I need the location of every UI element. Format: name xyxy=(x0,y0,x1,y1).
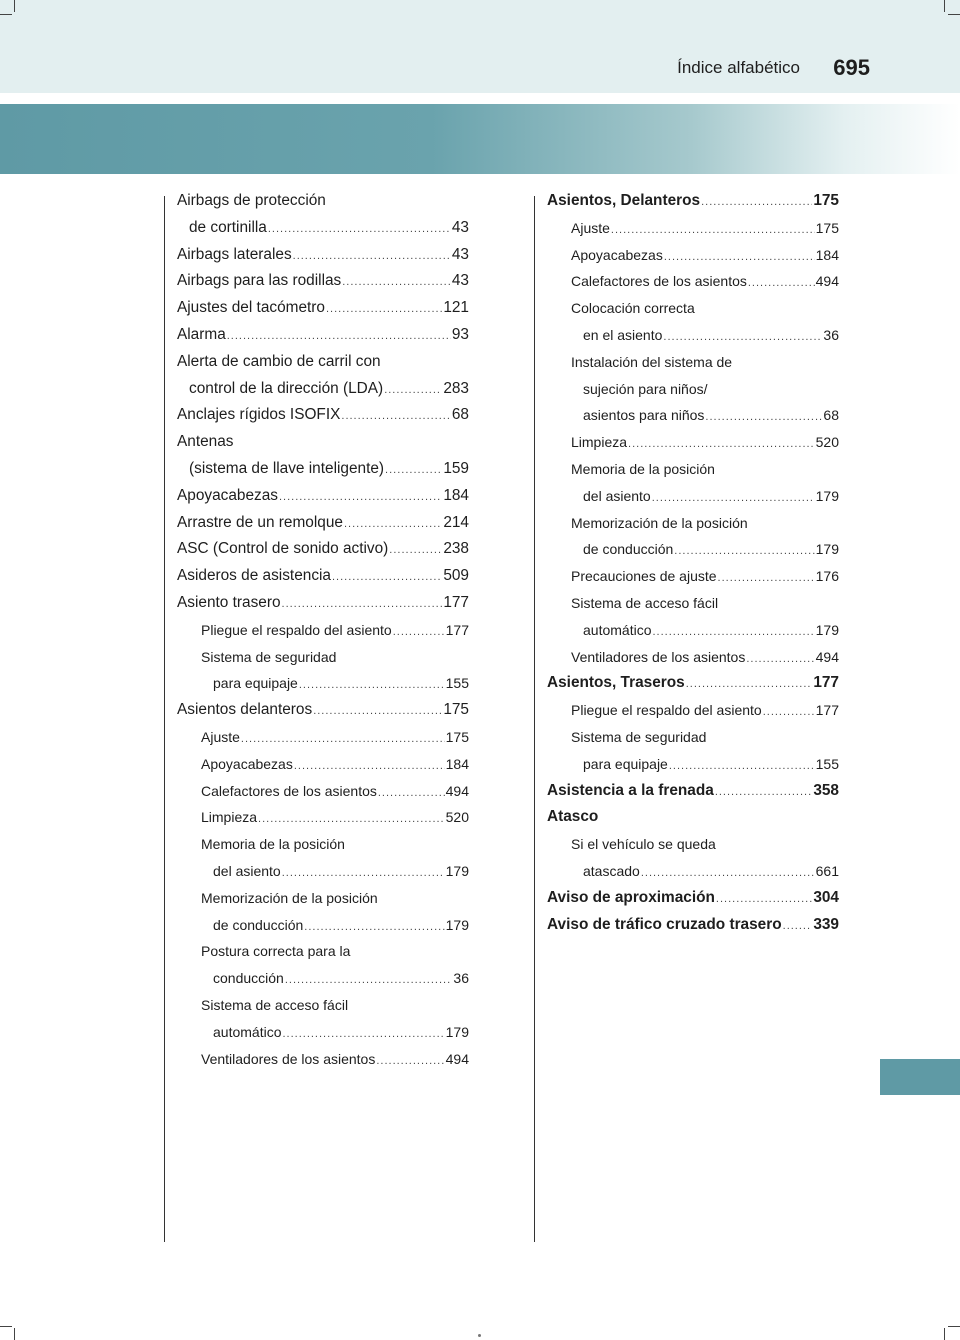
index-entry-page: 177 xyxy=(443,593,469,611)
index-entry xyxy=(177,992,469,1019)
dot-leader xyxy=(652,485,815,512)
index-entry-page: 36 xyxy=(453,970,469,987)
index-entry-text: para equipaje xyxy=(213,675,298,692)
index-entry xyxy=(177,456,469,483)
index-entry-page: 179 xyxy=(445,1023,469,1040)
dot-leader xyxy=(763,699,815,726)
index-entry xyxy=(177,1019,469,1046)
index-entry-text: Atasco xyxy=(547,808,599,826)
index-entry xyxy=(177,697,469,724)
index-entry-text: Asiento trasero xyxy=(177,593,281,611)
dot-leader xyxy=(705,404,822,431)
index-entry xyxy=(547,376,839,403)
index-entry xyxy=(177,724,469,751)
dot-leader xyxy=(611,217,815,244)
index-entry-page: 159 xyxy=(443,459,469,477)
dot-leader xyxy=(715,779,813,806)
dot-leader xyxy=(716,886,812,913)
index-entry xyxy=(177,778,469,805)
index-entry-page: 176 xyxy=(815,568,839,585)
crop-mark xyxy=(948,1326,960,1327)
dot-leader xyxy=(326,296,442,323)
crop-mark xyxy=(948,14,960,15)
dot-leader xyxy=(674,538,814,565)
index-entry-text: Sistema de acceso fácil xyxy=(201,996,349,1013)
dot-leader xyxy=(241,726,445,753)
index-entry-page: 43 xyxy=(451,272,469,290)
index-entry-text: Memorización de la posición xyxy=(571,514,748,531)
dot-leader xyxy=(783,913,813,940)
index-entry-text: Alerta de cambio de carril con xyxy=(177,352,381,370)
index-entry-page: 179 xyxy=(445,916,469,933)
page-number: 695 xyxy=(833,55,870,80)
index-entry xyxy=(177,510,469,537)
index-entry-text: Limpieza xyxy=(201,809,258,826)
index-entry-page: 661 xyxy=(815,862,839,879)
index-entry-text: Asideros de asistencia xyxy=(177,567,331,585)
dot-leader xyxy=(332,564,442,591)
index-entry-page: 184 xyxy=(445,755,469,772)
index-entry-page: 121 xyxy=(443,299,469,317)
index-entry xyxy=(177,751,469,778)
dot-leader xyxy=(384,377,442,404)
index-entry-text: Aviso de aproximación xyxy=(547,888,715,906)
dot-leader xyxy=(282,1021,444,1048)
index-entry xyxy=(547,724,839,751)
running-title: Índice alfabético xyxy=(677,58,800,77)
index-entry xyxy=(547,778,839,805)
index-entry xyxy=(547,215,839,242)
index-entry-text: conducción xyxy=(213,970,284,987)
index-entry-text: Calefactores de los asientos xyxy=(201,782,377,799)
dot-leader xyxy=(746,646,814,673)
index-entry-text: para equipaje xyxy=(583,755,668,772)
dot-leader xyxy=(313,698,442,725)
index-entry-page: 238 xyxy=(443,540,469,558)
index-entry-text: automático xyxy=(583,621,652,638)
crop-mark xyxy=(0,14,12,15)
dot-leader xyxy=(258,806,445,833)
index-entry xyxy=(177,885,469,912)
index-entry xyxy=(177,188,469,215)
index-entry-text: Ventiladores de los asientos xyxy=(571,648,746,665)
dot-leader xyxy=(376,1048,444,1075)
index-entry xyxy=(177,295,469,322)
index-entry-page: 184 xyxy=(815,246,839,263)
dot-leader xyxy=(282,591,443,618)
index-entry-page: 68 xyxy=(823,407,839,424)
index-entry xyxy=(547,697,839,724)
index-entry-text: de conducción xyxy=(583,541,674,558)
index-entry-text: Asientos delanteros xyxy=(177,701,313,719)
dot-leader xyxy=(663,324,822,351)
index-entry-text: atascado xyxy=(583,862,640,879)
index-entry xyxy=(547,670,839,697)
index-entry-page: 43 xyxy=(451,245,469,263)
dot-leader xyxy=(293,243,451,270)
dot-leader xyxy=(294,753,445,780)
index-entry xyxy=(177,804,469,831)
index-entry xyxy=(177,242,469,269)
dot-leader xyxy=(628,431,815,458)
index-entry-page: 179 xyxy=(445,862,469,879)
index-entry-text: Asistencia a la frenada xyxy=(547,781,714,799)
index-entry-page: 36 xyxy=(823,326,839,343)
index-entry xyxy=(547,188,839,215)
index-entry xyxy=(177,1046,469,1073)
index-entry-text: Antenas xyxy=(177,433,234,451)
dot-leader xyxy=(389,537,442,564)
index-entry xyxy=(177,268,469,295)
index-entry-text: Memoria de la posición xyxy=(201,836,345,853)
column-rule-left xyxy=(164,196,165,1242)
dot-leader xyxy=(669,753,815,780)
index-entry-text: Ajuste xyxy=(571,219,610,236)
index-entry xyxy=(177,483,469,510)
index-entry-text: Ajuste xyxy=(201,728,240,745)
index-entry-page: 175 xyxy=(815,219,839,236)
index-entry xyxy=(547,858,839,885)
column-rule-right xyxy=(534,196,535,1242)
index-entry xyxy=(547,402,839,429)
index-entry-page: 494 xyxy=(445,782,469,799)
dot-leader xyxy=(342,269,451,296)
index-entry-text: asientos para niños xyxy=(583,407,705,424)
index-entry-page: 179 xyxy=(815,487,839,504)
index-entry-text: Colocación correcta xyxy=(571,300,695,317)
index-entry-text: Calefactores de los asientos xyxy=(571,273,747,290)
index-entry-page: 494 xyxy=(445,1050,469,1067)
index-entry-page: 520 xyxy=(445,809,469,826)
index-entry-text: Ajustes del tacómetro xyxy=(177,299,325,317)
crop-mark xyxy=(0,1326,12,1327)
index-entry-text: Airbags de protección xyxy=(177,192,326,209)
index-entry-text: Sistema de seguridad xyxy=(571,728,707,745)
index-entry-text: Airbags para las rodillas xyxy=(177,272,342,290)
index-entry-page: 177 xyxy=(815,702,839,719)
index-entry-page: 177 xyxy=(813,674,839,692)
section-thumb-tab xyxy=(880,1059,960,1095)
index-entry xyxy=(547,751,839,778)
dot-leader xyxy=(285,967,453,994)
dot-leader xyxy=(686,671,813,698)
index-entry xyxy=(177,858,469,885)
index-entry-text: Limpieza xyxy=(571,434,628,451)
index-column-right xyxy=(547,188,839,938)
index-entry xyxy=(177,215,469,242)
index-entry-page: 214 xyxy=(443,513,469,531)
index-entry-text: Anclajes rígidos ISOFIX xyxy=(177,406,341,424)
index-entry-text: Aviso de tráfico cruzado trasero xyxy=(547,915,782,933)
crop-mark xyxy=(944,0,945,12)
index-entry xyxy=(547,322,839,349)
dot-leader xyxy=(664,244,815,271)
dot-leader xyxy=(718,565,815,592)
index-entry-page: 155 xyxy=(815,755,839,772)
index-entry-text: Asientos, Traseros xyxy=(547,674,685,692)
index-entry xyxy=(547,268,839,295)
index-entry-text: ASC (Control de sonido activo) xyxy=(177,540,389,558)
index-entry-text: Ventiladores de los asientos xyxy=(201,1050,376,1067)
index-entry xyxy=(547,644,839,671)
index-entry xyxy=(547,483,839,510)
index-entry xyxy=(547,831,839,858)
index-entry-text: automático xyxy=(213,1023,282,1040)
index-entry-text: Sistema de seguridad xyxy=(201,648,337,665)
index-entry-text: (sistema de llave inteligente) xyxy=(189,459,385,477)
index-entry-text: de conducción xyxy=(213,916,304,933)
index-entry-text: sujeción para niños/ xyxy=(583,380,708,397)
dot-leader xyxy=(341,403,450,430)
index-entry xyxy=(177,536,469,563)
index-entry xyxy=(547,563,839,590)
index-entry-text: Postura correcta para la xyxy=(201,943,351,960)
index-entry-page: 339 xyxy=(813,915,839,933)
index-entry-page: 184 xyxy=(443,486,469,504)
index-entry-text: Pliegue el respaldo del asiento xyxy=(571,702,762,719)
index-entry-text: Instalación del sistema de xyxy=(571,353,733,370)
index-entry-text: Memorización de la posición xyxy=(201,889,378,906)
index-entry xyxy=(547,885,839,912)
index-entry xyxy=(177,831,469,858)
index-entry-page: 43 xyxy=(451,218,469,236)
dot-leader xyxy=(652,619,814,646)
index-entry-page: 68 xyxy=(451,406,469,424)
dot-leader xyxy=(378,780,445,807)
index-entry xyxy=(547,510,839,537)
index-entry-text: de cortinilla xyxy=(189,218,267,236)
index-entry xyxy=(177,349,469,376)
index-entry xyxy=(547,429,839,456)
index-entry xyxy=(177,563,469,590)
dot-leader xyxy=(393,619,445,646)
index-entry xyxy=(177,590,469,617)
index-entry-page: 175 xyxy=(813,192,839,209)
index-entry xyxy=(547,295,839,322)
index-entry xyxy=(547,242,839,269)
index-entry-page: 93 xyxy=(451,325,469,343)
dot-leader xyxy=(385,457,442,484)
index-entry-text: Alarma xyxy=(177,325,226,343)
index-entry xyxy=(177,644,469,671)
index-entry xyxy=(177,322,469,349)
index-entry xyxy=(177,617,469,644)
index-entry xyxy=(177,376,469,403)
dot-leader xyxy=(701,189,812,216)
header-gradient-bar xyxy=(0,104,960,174)
index-entry xyxy=(547,536,839,563)
dot-leader xyxy=(279,484,442,511)
dot-leader xyxy=(304,914,444,941)
index-entry-page: 509 xyxy=(443,567,469,585)
index-entry-page: 494 xyxy=(815,648,839,665)
index-entry xyxy=(177,429,469,456)
index-entry-text: Sistema de acceso fácil xyxy=(571,594,719,611)
index-entry-text: del asiento xyxy=(213,862,281,879)
index-entry-page: 283 xyxy=(443,379,469,397)
index-entry-text: Asientos, Delanteros xyxy=(547,192,701,209)
index-column-left xyxy=(177,188,469,1072)
crop-mark xyxy=(14,1328,15,1340)
dot-leader xyxy=(268,216,451,243)
index-entry xyxy=(547,456,839,483)
crop-mark xyxy=(14,0,15,12)
dot-leader xyxy=(641,860,815,887)
index-entry-text: Airbags laterales xyxy=(177,245,292,263)
index-entry-page: 175 xyxy=(445,728,469,745)
index-entry-text: en el asiento xyxy=(583,326,663,343)
footer-dot xyxy=(478,1334,481,1337)
index-entry xyxy=(177,670,469,697)
index-entry xyxy=(547,590,839,617)
index-entry xyxy=(177,912,469,939)
index-entry-text: control de la dirección (LDA) xyxy=(189,379,384,397)
index-entry-page: 520 xyxy=(815,434,839,451)
dot-leader xyxy=(748,270,815,297)
index-entry xyxy=(547,617,839,644)
crop-mark xyxy=(944,1328,945,1340)
index-entry-page: 179 xyxy=(815,541,839,558)
index-entry xyxy=(547,349,839,376)
index-entry-page: 175 xyxy=(443,701,469,719)
index-entry xyxy=(547,804,839,831)
index-entry-text: Apoyacabezas xyxy=(201,755,293,772)
index-entry xyxy=(177,938,469,965)
dot-leader xyxy=(282,860,445,887)
index-entry-page: 304 xyxy=(813,888,839,906)
index-entry xyxy=(177,402,469,429)
index-entry-text: Apoyacabezas xyxy=(177,486,278,504)
index-entry-page: 358 xyxy=(813,781,839,799)
index-entry-page: 155 xyxy=(445,675,469,692)
index-entry-text: del asiento xyxy=(583,487,651,504)
index-entry-text: Si el vehículo se queda xyxy=(571,836,716,853)
index-entry-text: Memoria de la posición xyxy=(571,460,715,477)
dot-leader xyxy=(344,511,442,538)
index-entry-text: Precauciones de ajuste xyxy=(571,568,717,585)
index-entry-page: 179 xyxy=(815,621,839,638)
index-entry-text: Pliegue el respaldo del asiento xyxy=(201,621,392,638)
index-entry-page: 494 xyxy=(815,273,839,290)
index-entry-text: Apoyacabezas xyxy=(571,246,663,263)
dot-leader xyxy=(299,672,445,699)
index-entry-page: 177 xyxy=(445,621,469,638)
index-entry xyxy=(177,965,469,992)
index-entry xyxy=(547,912,839,939)
index-entry-text: Arrastre de un remolque xyxy=(177,513,343,531)
dot-leader xyxy=(227,323,451,350)
